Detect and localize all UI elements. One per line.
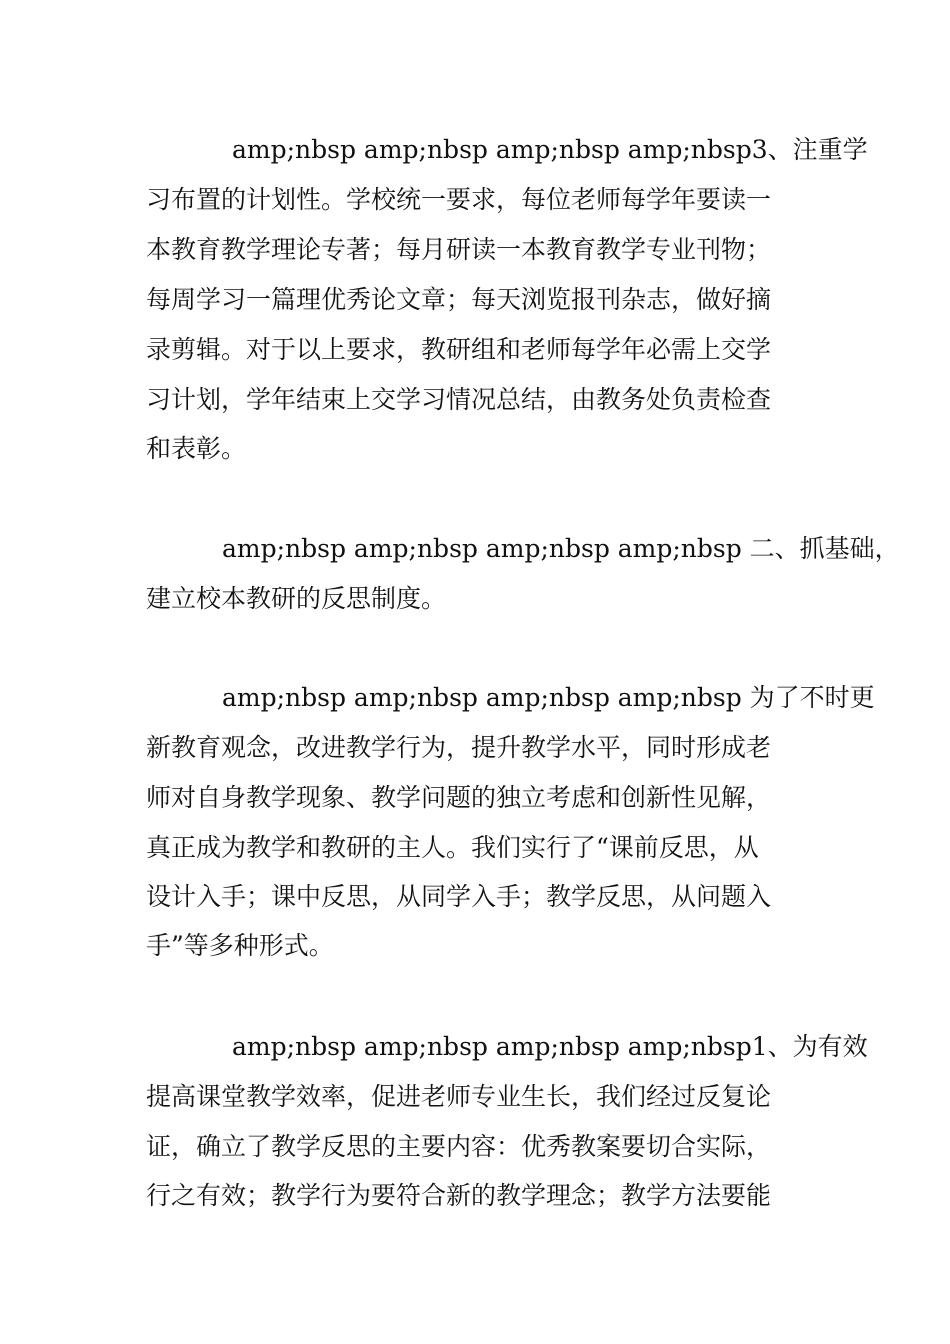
paragraph-4-line-4: 行之有效；教学行为要符合新的教学理念；教学方法要能 (146, 1181, 772, 1210)
paragraph-3-line-5: 设计入手；课中反思，从同学入手；教学反思，从问题入 (146, 882, 772, 911)
paragraph-3-line-3: 师对自身教学现象、教学问题的独立考虑和创新性见解， (146, 783, 772, 812)
paragraph-1-line-2: 习布置的计划性。学校统一要求，每位老师每学年要读一 (146, 185, 772, 214)
paragraph-1-line-6: 习计划，学年结束上交学习情况总结，由教务处负责检查 (146, 385, 772, 414)
paragraph-1-line-1: amp;nbsp amp;nbsp amp;nbsp amp;nbsp3、注重学 (232, 135, 868, 164)
paragraph-1-line-3: 本教育教学理论专著；每月研读一本教育教学专业刊物； (146, 235, 772, 264)
paragraph-4-line-2: 提高课堂教学效率，促进老师专业生长，我们经过反复论 (146, 1082, 772, 1111)
paragraph-3-line-6: 手”等多种形式。 (146, 931, 334, 960)
paragraph-1-line-7: 和表彰。 (146, 434, 247, 463)
paragraph-1-line-5: 录剪辑。对于以上要求，教研组和老师每学年必需上交学 (146, 335, 772, 364)
paragraph-3-line-1: amp;nbsp amp;nbsp amp;nbsp amp;nbsp 为了不时更 (222, 683, 875, 712)
paragraph-1-line-4: 每周学习一篇理优秀论文章；每天浏览报刊杂志，做好摘 (146, 285, 772, 314)
paragraph-3-line-4: 真正成为教学和教研的主人。我们实行了“课前反思，从 (146, 833, 759, 862)
paragraph-4-line-3: 证，确立了教学反思的主要内容：优秀教案要切合实际， (146, 1132, 772, 1161)
paragraph-2-line-1: amp;nbsp amp;nbsp amp;nbsp amp;nbsp 二、抓基础， (222, 534, 900, 563)
paragraph-4-line-1: amp;nbsp amp;nbsp amp;nbsp amp;nbsp1、为有效 (232, 1032, 868, 1061)
paragraph-3-line-2: 新教育观念，改进教学行为，提升教学水平，同时形成老 (146, 733, 772, 762)
paragraph-2-line-2: 建立校本教研的反思制度。 (146, 584, 447, 613)
